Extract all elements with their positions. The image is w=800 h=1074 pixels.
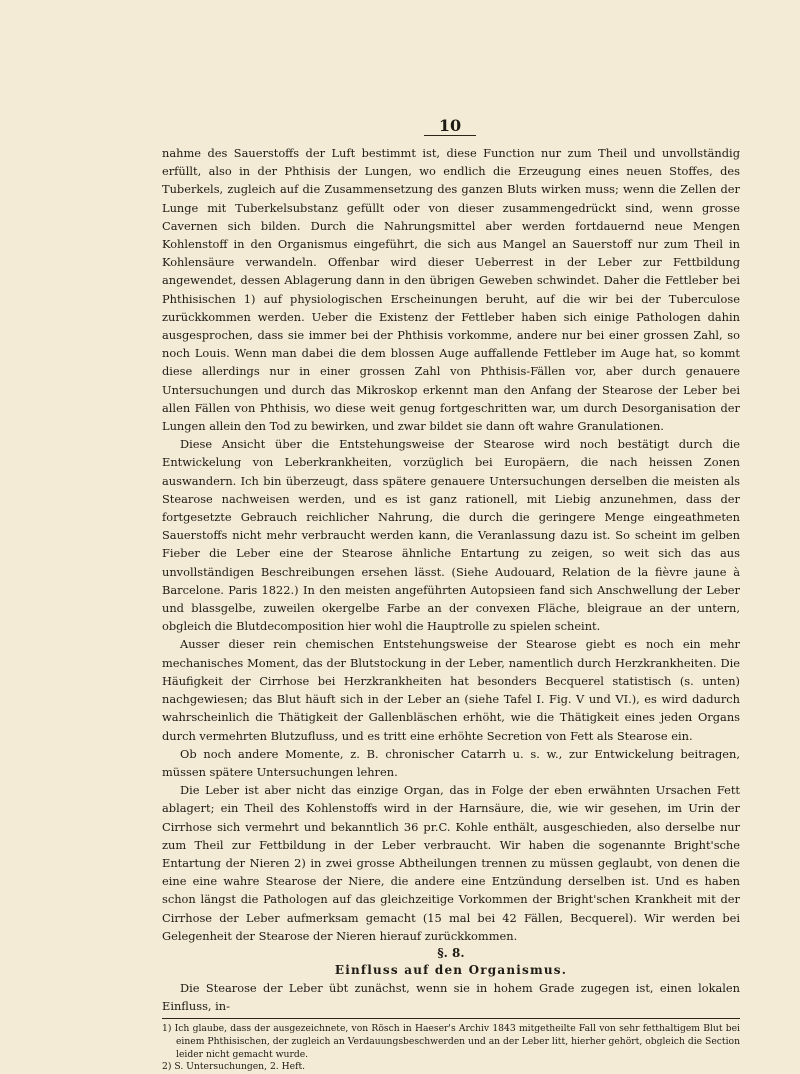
footnotes: [162, 1023, 740, 1073]
paragraph-4: Ob noch andere Momente, z. B. chronischer Catarrh u. s. w., zur Entwickelung beitragen, müssen spätere Untersuchungen lehren.: [162, 746, 740, 779]
page-number: 10: [424, 116, 476, 136]
section-paragraph: Die Stearose der Leber übt zunächst, wenn sie in hohem Grade zugegen ist, einen lokalen Einfluss, in-: [162, 980, 740, 1014]
section-title: Einfluss auf den Organismus.: [334, 962, 568, 977]
paragraph-1: nahme des Sauerstoffs der Luft bestimmt ist, diese Function nur zum Theil und unvollständig erfüllt, also in der Phthisis der Lungen, wo endlich die Erzeugung eines neuen Stoffes, des Tuberkels, zugleich auf die Zusammensetzung des ganzen Bluts wirken muss; wenn die Zellen der Lunge mit Tuberkelsubstanz gefüllt oder von dieser zusammengedrückt sind, wenn grosse Cavernen sich bilden. Durch die Nahrungsmittel aber werden fortdauernd neue Mengen Kohlenstoff in den Organismus eingeführt, die sich aus Mangel an Sauerstoff nur zum Theil in Kohlensäure verwandeln. Offenbar wird dieser Ueberrest in der Leber zur Fettbildung angewendet, dessen Ablagerung dann in den übrigen Geweben schwindet. Daher die Fettleber bei Phthisischen 1) auf physiologischen Erscheinungen beruht, auf die wir bei der Tuberculose zurückkommen werden. Ueber die Existenz der Fettleber haben sich einige Pathologen dahin ausgesprochen, dass sie immer bei der Phthisis vorkomme, andere nur bei einer grossen Zahl, so noch Louis. Wenn man dabei die dem blossen Auge auffallende Fettleber im Auge hat, so kommt diese allerdings nur in einer grossen Zahl von Phthisis-Fällen vor, aber durch genauere Untersuchungen und durch das Mikroskop erkennt man den Anfang der Stearose der Leber bei allen Fällen von Phthisis, wo diese weit genug fortgeschritten war, um durch Desorganisation der Lungen allein den Tod zu bewirken, und zwar bildet sie dann oft wahre Granulationen.: [162, 146, 740, 434]
body-text: [162, 144, 740, 1074]
paragraph-5: Die Leber ist aber nicht das einzige Organ, das in Folge der eben erwähnten Ursachen Fett ablagert; ein Theil des Kohlenstoffs wird in der Harnsäure, die, wie wir gesehen, im Urin der Cirrhose sich vermehrt und bekanntlich 36 pr.C. Kohle enthält, ausgeschieden, also derselbe nur zum Theil zur Fettbildung in der Leber verbraucht. Wir haben die sogenannte Bright'sche Entartung der Nieren 2) in zwei grosse Abtheilungen trennen zu müssen geglaubt, von denen die eine eine wahre Stearose der Niere, die andere eine Entzündung derselben ist. Und es haben schon längst die Pathologen auf das gleichzeitige Vorkommen der Bright'schen Krankheit mit der Cirrhose der Leber aufmerksam gemacht (15 mal bei 42 Fällen, Becquerel). Wir werden bei Gelegenheit der Stearose der Nieren hierauf zurückkommen.: [162, 783, 740, 943]
paragraph-2: Diese Ansicht über die Entstehungsweise der Stearose wird noch bestätigt durch die Entwickelung von Leberkrankheiten, vorzüglich bei Europäern, die nach heissen Zonen auswandern. Ich bin überzeugt, dass spätere genauere Untersuchungen derselben die meisten als Stearose nachweisen werden, und es ist ganz rationell, mit Liebig anzunehmen, dass der fortgesetzte Gebrauch reichlicher Nahrung, die durch die geringere Menge eingeathmeten Sauerstoffs nicht mehr verbraucht werden kann, die Veranlassung dazu ist. So scheint im gelben Fieber die Leber eine der Stearose ähnliche Entartung zu zeigen, so weit sich das aus unvollständigen Beschreibungen ersehen lässt. (Siehe Audouard, Relation de la fièvre jaune à Barcelone. Paris 1822.) In den meisten angeführten Autopsieen fand sich Anschwellung der Leber und blassgelbe, zuweilen okergelbe Farbe an der convexen Fläche, bleigraue an der untern, obgleich die Blutdecomposition hier wohl die Hauptrolle zu spielen scheint.: [162, 437, 740, 634]
footnote-2: 2) S. Untersuchungen, 2. Heft.: [162, 1061, 306, 1073]
footnote-1: 1) Ich glaube, dass der ausgezeichnete, von Rösch in Haeser's Archiv 1843 mitgetheilte Fall von sehr fetthaltigem Blut bei einem Phthisischen, der zugleich an Verdauungsbeschwerden und an der Leber litt, hierher gehört, obgleich die Section leider nicht gemacht wurde.: [162, 1023, 740, 1060]
section-number: §. 8.: [437, 945, 465, 960]
paragraph-3: Ausser dieser rein chemischen Entstehungsweise der Stearose giebt es noch ein mehr mechanisches Moment, das der Blutstockung in der Leber, namentlich durch Herzkrankheiten. Die Häufigkeit der Cirrhose bei Herzkrankheiten hat besonders Becquerel statistisch (s. unten) nachgewiesen; das Blut häuft sich in der Leber an (siehe Tafel I. Fig. V und VI.), es wird dadurch wahrscheinlich die Thätigkeit der Gallenbläschen erhöht, wie die Thätigkeit eines jeden Organs durch vermehrten Blutzufluss, und es tritt eine erhöhte Secretion von Fett als Stearose ein.: [162, 637, 740, 743]
footnote-divider: [162, 1018, 740, 1019]
